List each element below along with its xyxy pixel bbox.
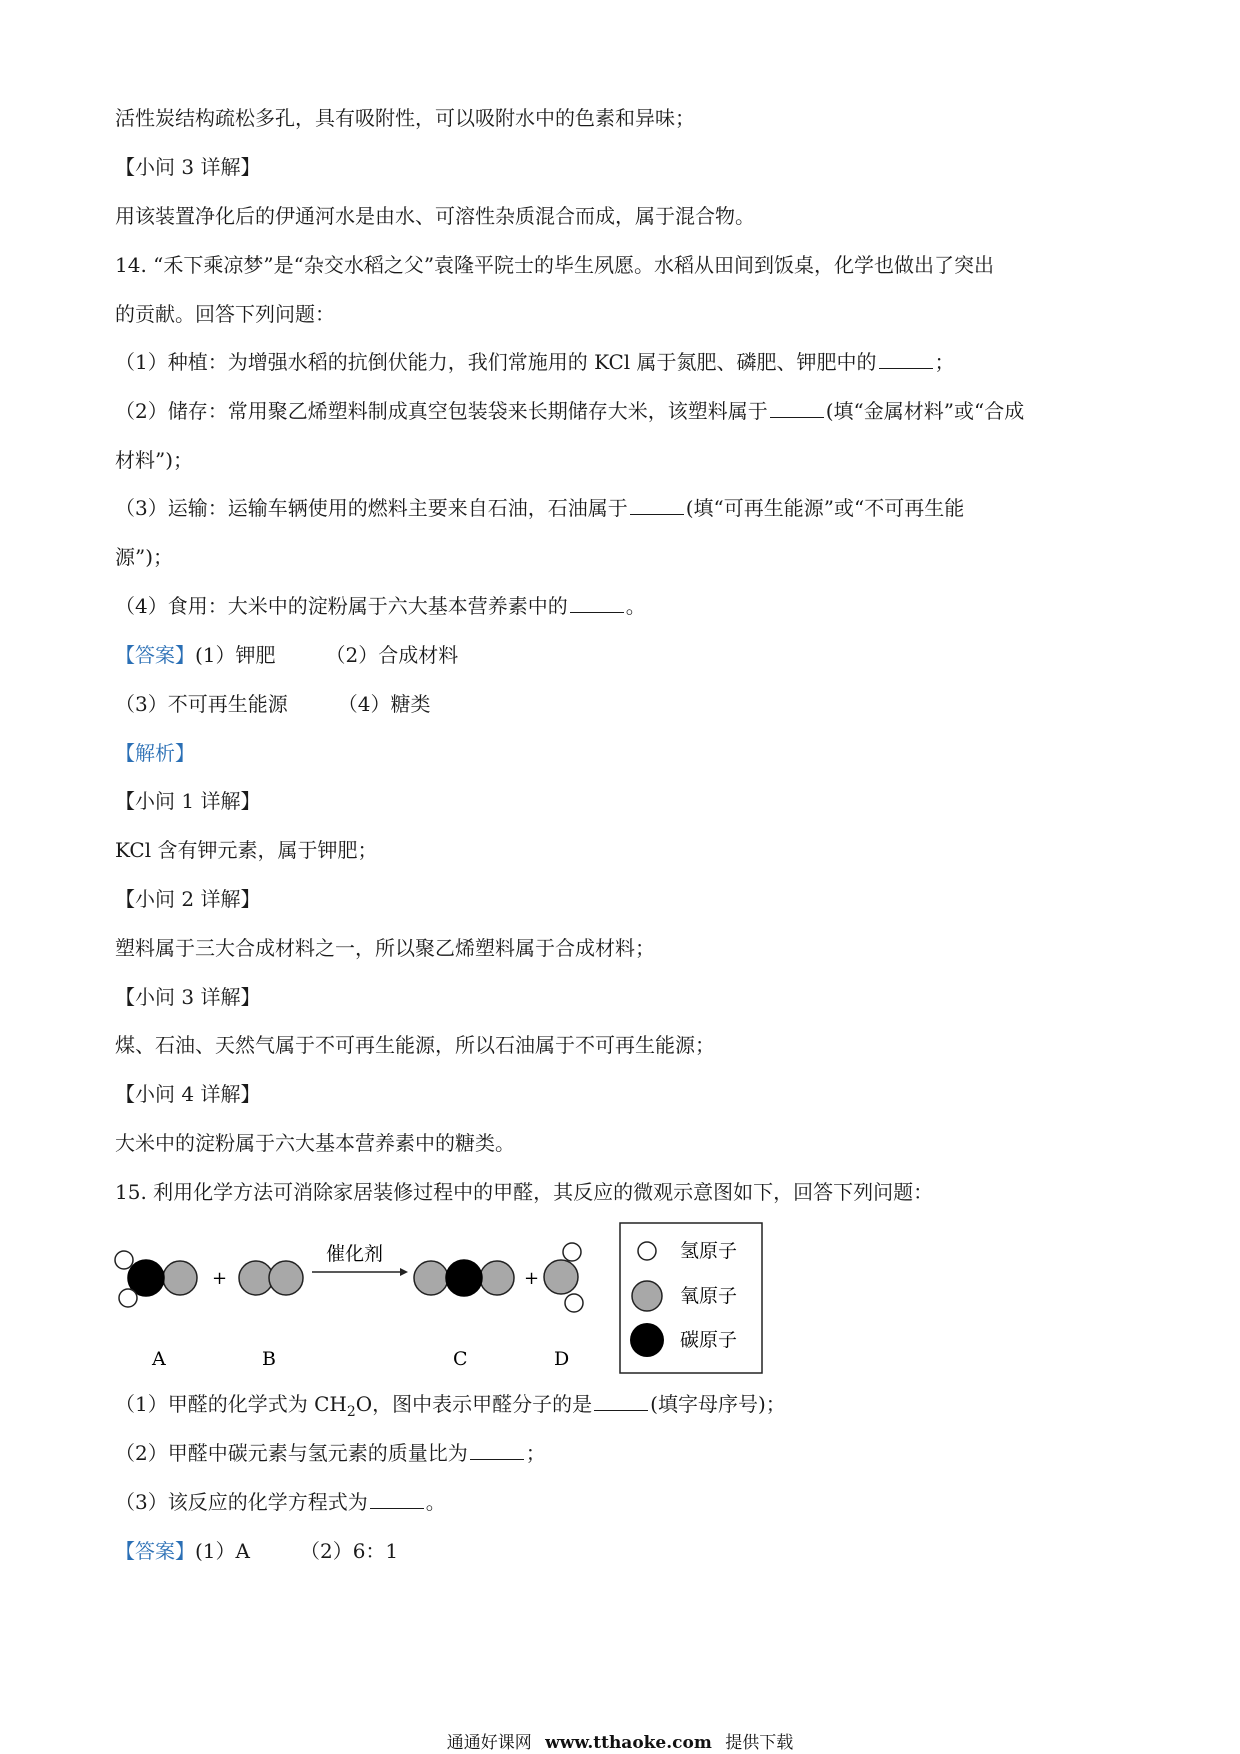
legend <box>620 1223 762 1373</box>
legend-oxygen: 氧原子 <box>680 1285 738 1307</box>
molecule-b <box>239 1261 303 1295</box>
oxygen-atom <box>414 1261 448 1295</box>
legend-carbon: 碳原子 <box>680 1329 738 1351</box>
legend-hydrogen: 氢原子 <box>680 1240 738 1262</box>
question-14-part-2-cont: 材料”)； <box>115 448 194 472</box>
carbon-legend-icon <box>630 1323 664 1357</box>
sub-question-heading: 【小问 3 详解】 <box>115 155 261 179</box>
answer-blank <box>630 496 684 515</box>
sub-question-heading: 【小问 4 详解】 <box>115 1082 261 1106</box>
oxygen-legend-icon <box>632 1281 662 1311</box>
answer-blank <box>770 399 824 418</box>
text-line: KCl 含有钾元素，属于钾肥； <box>115 838 378 862</box>
footer-download-text: 提供下载 <box>725 1733 794 1753</box>
answer-blank <box>570 594 624 613</box>
answer-blank <box>470 1441 524 1460</box>
analysis-tag: 【解析】 <box>115 741 195 765</box>
oxygen-atom <box>480 1261 514 1295</box>
answer-tag: 【答案】 <box>115 643 195 667</box>
question-14-stem-cont: 的贡献。回答下列问题： <box>115 302 335 326</box>
question-14-part-4: （4）食用：大米中的淀粉属于六大基本营养素中的 。 <box>115 594 646 618</box>
plus-sign: + <box>212 1268 228 1289</box>
footer-site-name: 通通好课网 <box>446 1733 532 1753</box>
answer-line-15: 【答案】(1）A （2）6：1 <box>115 1539 399 1563</box>
question-15-stem: 15. 利用化学方法可消除家居装修过程中的甲醛，其反应的微观示意图如下，回答下列问题： <box>115 1180 934 1204</box>
footer-url[interactable]: www.tthaoke.com <box>545 1733 712 1753</box>
hydrogen-legend-icon <box>638 1242 656 1260</box>
text-line: 用该装置净化后的伊通河水是由水、可溶性杂质混合而成，属于混合物。 <box>115 204 755 228</box>
oxygen-atom <box>544 1260 578 1294</box>
oxygen-atom <box>239 1261 273 1295</box>
question-14-part-1: （1）种植：为增强水稻的抗倒伏能力，我们常施用的 KCl 属于氮肥、磷肥、钾肥中的 ； <box>115 350 955 374</box>
answer-blank <box>879 350 933 369</box>
label-d: D <box>554 1348 570 1370</box>
reaction-diagram <box>110 1222 770 1382</box>
question-14-stem: 14. “禾下乘凉梦”是“杂交水稻之父”袁隆平院士的毕生夙愿。水稻从田间到饭桌，化学也做出了突出 <box>115 253 995 277</box>
label-b: B <box>262 1348 276 1370</box>
question-14-part-3-cont: 源”)； <box>115 545 174 569</box>
hydrogen-atom <box>565 1294 583 1312</box>
text-line: 煤、石油、天然气属于不可再生能源，所以石油属于不可再生能源； <box>115 1033 715 1057</box>
molecule-d <box>544 1243 583 1312</box>
arrow-head <box>400 1268 408 1276</box>
hydrogen-atom <box>115 1251 133 1269</box>
text-line: 大米中的淀粉属于六大基本营养素中的糖类。 <box>115 1131 515 1155</box>
answer-blank <box>594 1392 648 1411</box>
catalyst-label: 催化剂 <box>326 1243 384 1265</box>
question-15-part-3: （3）该反应的化学方程式为 。 <box>115 1490 446 1514</box>
question-15-part-2: （2）甲醛中碳元素与氢元素的质量比为 ； <box>115 1441 546 1465</box>
sub-question-heading: 【小问 3 详解】 <box>115 985 261 1009</box>
hydrogen-atom <box>563 1243 581 1261</box>
sub-question-heading: 【小问 2 详解】 <box>115 887 261 911</box>
label-c: C <box>453 1348 468 1370</box>
answer-line-14b: （3）不可再生能源 （4）糖类 <box>115 692 431 716</box>
question-14-part-3: （3）运输：运输车辆使用的燃料主要来自石油，石油属于 (填“可再生能源”或“不可再生能 <box>115 496 965 520</box>
molecule-c <box>414 1260 514 1296</box>
label-a: A <box>152 1348 166 1370</box>
sub-question-heading: 【小问 1 详解】 <box>115 789 261 813</box>
molecule-a <box>115 1251 197 1307</box>
text-line: 塑料属于三大合成材料之一，所以聚乙烯塑料属于合成材料； <box>115 936 655 960</box>
carbon-atom <box>446 1260 482 1296</box>
question-14-part-2: （2）储存：常用聚乙烯塑料制成真空包装袋来长期储存大米，该塑料属于 (填“金属材料”或“合成 <box>115 399 1025 423</box>
oxygen-atom <box>269 1261 303 1295</box>
text-line: 活性炭结构疏松多孔，具有吸附性，可以吸附水中的色素和异味； <box>115 106 695 130</box>
answer-tag: 【答案】 <box>115 1539 195 1563</box>
plus-sign: + <box>524 1268 540 1289</box>
question-15-part-1: （1）甲醛的化学式为 $CH_2O$，图中表示甲醛分子的是 (填字母序号)； <box>115 1392 786 1420</box>
answer-line-14a: 【答案】(1）钾肥 （2）合成材料 <box>115 643 459 667</box>
page-footer <box>0 1728 1240 1753</box>
answer-blank <box>370 1490 424 1509</box>
hydrogen-atom <box>119 1289 137 1307</box>
oxygen-atom <box>163 1261 197 1295</box>
